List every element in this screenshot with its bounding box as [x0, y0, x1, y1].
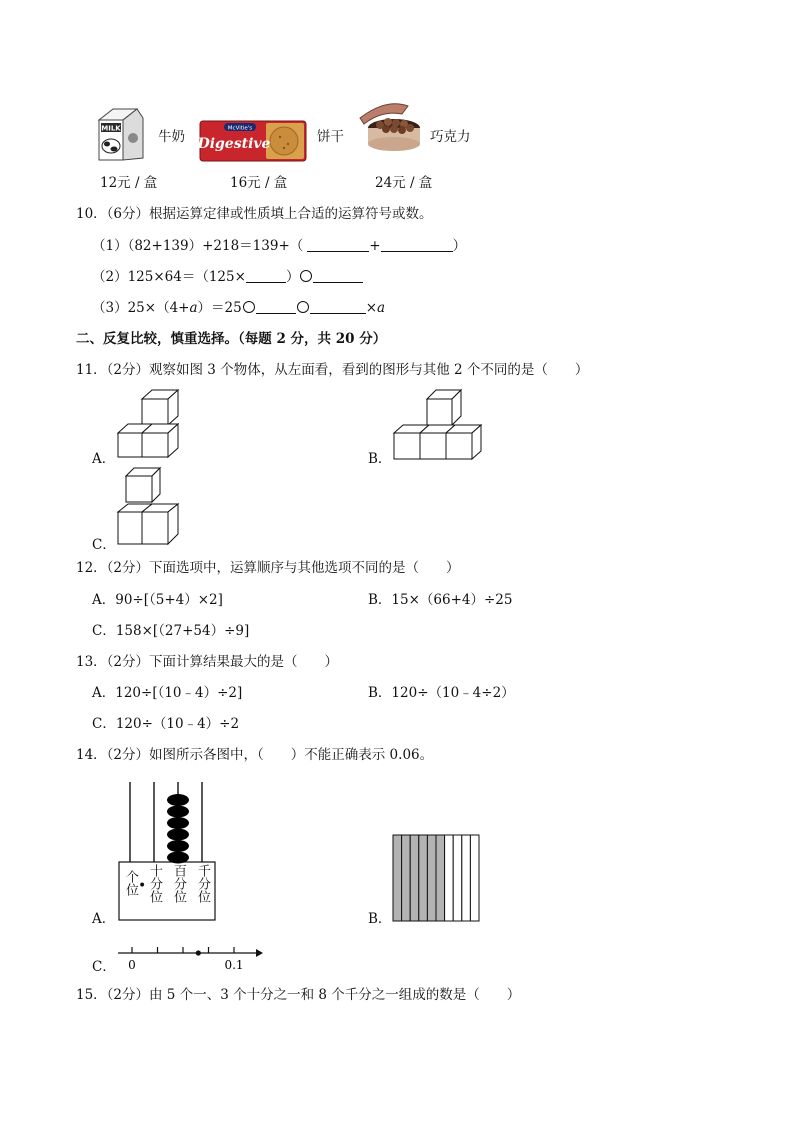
q13-option-a[interactable]: A．120÷[（10﹣4）÷2] [92, 685, 243, 701]
milk-carton-icon [93, 106, 151, 162]
abacus-bead [167, 829, 189, 841]
q10-blank-3a[interactable] [256, 300, 296, 314]
grid-strip-shaded [393, 835, 402, 921]
q11-option-c-label[interactable]: C． [92, 537, 116, 553]
abacus-decimal-dot: • [138, 878, 147, 894]
grid-strip-shaded [436, 835, 445, 921]
grid-strip-shaded [427, 835, 436, 921]
abacus-bead [167, 852, 189, 864]
q10-circle-2[interactable] [300, 270, 312, 282]
section-2-heading: 二、反复比较，慎重选择。（每题 2 分，共 20 分） [76, 331, 387, 347]
product-name-milk: 牛奶 [158, 129, 185, 145]
q11-stem: 11．（2分）观察如图 3 个物体，从左面看，看到的图形与其他 2 个不同的是（ ） [76, 362, 589, 378]
biscuit-box-icon [197, 119, 308, 163]
q12-stem: 12．（2分）下面选项中，运算顺序与其他选项不同的是（ ） [76, 560, 460, 576]
grid-strip [470, 835, 479, 921]
q10-blank-2b[interactable] [313, 269, 363, 283]
q10-plus: + [369, 238, 381, 254]
grid-strip-shaded [410, 835, 419, 921]
chocolate-tin-icon [356, 100, 424, 152]
q10-circle-3a[interactable] [243, 301, 255, 313]
svg-text:MILK: MILK [101, 124, 121, 133]
q10-var-a: a [189, 300, 198, 316]
q10-line2-close: ） [285, 269, 300, 285]
number-line [116, 938, 264, 972]
q14-option-b-label[interactable]: B． [368, 911, 392, 927]
q10-circle-3b[interactable] [297, 301, 309, 313]
q12-option-b[interactable]: B．15×（66+4）÷25 [368, 592, 513, 608]
abacus-bead [167, 794, 189, 806]
q10-line3 [92, 299, 385, 317]
q10-line1-text: （1）（82+139）+218＝139+（ [92, 238, 304, 254]
q11-option-b-label[interactable]: B． [368, 451, 392, 467]
product-name-chocolate: 巧克力 [430, 129, 471, 145]
biscuit-brand: McVitie's [227, 125, 253, 132]
product-price-chocolate: 24元 / 盒 [375, 175, 433, 191]
q10-line2 [92, 268, 363, 286]
product-price-biscuit: 16元 / 盒 [230, 175, 288, 191]
grid-strip-shaded [419, 835, 428, 921]
q10-blank-3b[interactable] [310, 300, 366, 314]
abacus-label-hundredths: 百分位 [171, 864, 186, 903]
q10-var-a2: a [377, 300, 386, 316]
q10-stem: 10．（6分）根据运算定律或性质填上合适的运算符号或数。 [76, 206, 433, 222]
q10-line3-mid: ）＝25 [197, 300, 242, 316]
q13-option-b[interactable]: B．120÷（10﹣4÷2） [368, 685, 515, 701]
q14-option-c-label[interactable]: C． [92, 959, 116, 975]
q14-stem: 14．（2分）如图所示各图中，（ ）不能正确表示 0.06。 [76, 747, 434, 763]
fraction-grid [392, 834, 480, 922]
q10-close: ） [452, 238, 467, 254]
abacus-label-tenths: 十分位 [147, 864, 162, 903]
abacus-label-ones: 个位 [123, 870, 138, 896]
biscuit-logo: Digestive [197, 136, 271, 152]
q11-option-a-label[interactable]: A． [92, 451, 116, 467]
q10-line2-text: （2）125×64＝（125× [92, 269, 246, 285]
q12-option-a[interactable]: A．90÷[（5+4）×2] [92, 592, 223, 608]
product-price-milk: 12元 / 盒 [100, 175, 158, 191]
q10-blank-2a[interactable] [246, 269, 286, 283]
grid-strip-shaded [402, 835, 411, 921]
q13-stem: 13．（2分）下面计算结果最大的是（ ） [76, 654, 339, 670]
number-line-end: 0.1 [224, 958, 244, 972]
q13-option-c[interactable]: C．120÷（10﹣4）÷2 [92, 716, 240, 732]
abacus-bead [167, 817, 189, 829]
q10-line3-text: （3）25×（4+ [92, 300, 190, 316]
q10-times: × [365, 300, 378, 316]
product-name-biscuit: 饼干 [317, 129, 344, 145]
q10-line1 [92, 237, 466, 255]
q14-option-a-label[interactable]: A． [92, 911, 116, 927]
q10-blank-1b[interactable] [381, 238, 453, 252]
q11-figure-c [116, 468, 182, 546]
abacus-label-thousandths: 千分位 [195, 864, 210, 903]
number-line-point [196, 950, 201, 955]
grid-strip [445, 835, 454, 921]
q11-figure-a [116, 390, 182, 460]
abacus-bead [167, 806, 189, 818]
q15-stem: 15．（2分）由 5 个一、3 个十分之一和 8 个千分之一组成的数是（ ） [76, 987, 521, 1003]
abacus-bead [167, 840, 189, 852]
q10-blank-1a[interactable] [307, 238, 369, 252]
q12-option-c[interactable]: C．158×[（27+54）÷9] [92, 623, 250, 639]
grid-strip [453, 835, 462, 921]
grid-strip [462, 835, 471, 921]
number-line-start: 0 [128, 958, 136, 972]
q11-figure-b [392, 390, 484, 462]
